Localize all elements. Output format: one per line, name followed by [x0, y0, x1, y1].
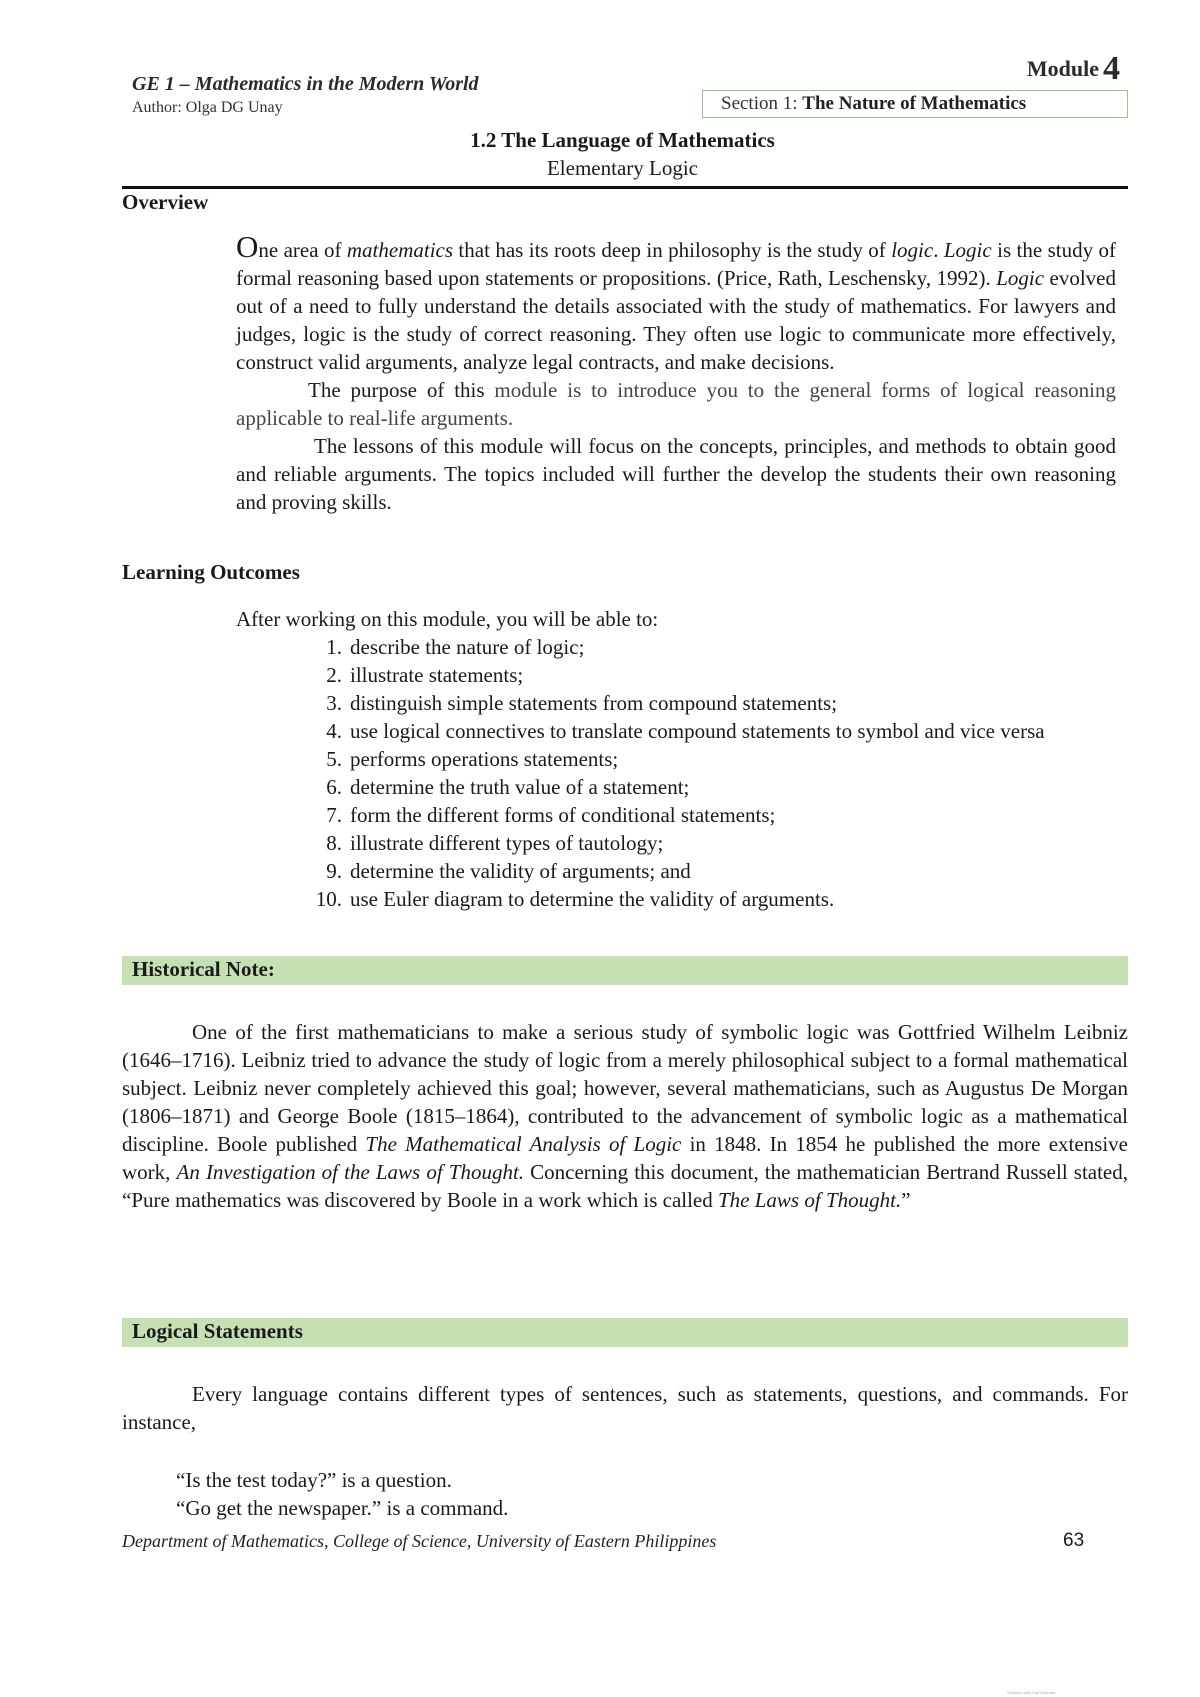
list-item — [236, 717, 1116, 745]
text-run: is the study of formal reasoning based upon statements or propositions. (Price, Rath, Leschensky, 1992). — [236, 238, 1116, 290]
learning-outcomes-body — [236, 605, 1116, 913]
section-title: The Nature of Mathematics — [802, 93, 1027, 114]
logical-statements-heading: Logical Statements — [122, 1318, 1128, 1347]
text-run: module is to introduce you to the general forms of logical reasoning applicable to real-life arguments. — [236, 378, 1116, 430]
page-subtitle: Elementary Logic — [546, 156, 699, 180]
module-label — [1027, 50, 1120, 88]
item-text: performs operations statements; — [350, 747, 619, 771]
overview-body — [236, 229, 1116, 516]
emphasis: Logic — [996, 266, 1045, 290]
title-rule — [122, 186, 1128, 189]
list-item — [236, 661, 1116, 689]
section-prefix: Section 1: — [721, 93, 798, 114]
logical-statements-body — [122, 1380, 1128, 1436]
list-item — [236, 745, 1116, 773]
item-number: 8. — [326, 831, 342, 855]
author-line: Author: Olga DG Unay — [132, 99, 283, 116]
historical-note-paragraph — [122, 1018, 1128, 1214]
text-run: Concerning this document, the mathematician Bertrand Russell stated, “Pure mathematics was discovered by Boole in a work which is called — [122, 1160, 1129, 1212]
learning-outcomes-heading: Learning Outcomes — [122, 560, 300, 584]
text-run: that has its roots deep in philosophy is the study of — [453, 238, 892, 262]
module-word: Module — [1026, 56, 1099, 81]
item-number: 2. — [326, 663, 342, 687]
list-item — [236, 885, 1116, 913]
historical-note-heading: Historical Note: — [122, 956, 1128, 985]
text-run: ne area of — [258, 238, 347, 262]
item-text: use Euler diagram to determine the validity of arguments. — [350, 887, 835, 911]
list-item — [236, 633, 1116, 661]
item-text: distinguish simple statements from compound statements; — [350, 691, 838, 715]
module-number: 4 — [1103, 50, 1120, 87]
example-quotes — [176, 1466, 508, 1522]
item-text: illustrate statements; — [350, 663, 524, 687]
item-text: form the different forms of conditional statements; — [350, 803, 776, 827]
item-number: 3. — [326, 691, 342, 715]
item-number: 5. — [326, 747, 342, 771]
item-number: 7. — [326, 803, 342, 827]
item-number: 9. — [326, 859, 342, 883]
list-item — [236, 689, 1116, 717]
item-number: 10. — [315, 887, 342, 911]
book-title: The Laws of Thought. — [718, 1188, 902, 1212]
logical-statements-paragraph: Every language contains different types of sentences, such as statements, questions, and commands. For instance, — [122, 1382, 1128, 1434]
outcomes-list — [236, 633, 1116, 913]
item-number: 6. — [326, 775, 342, 799]
text-run: The purpose of this — [308, 378, 495, 402]
overview-paragraph-3: The lessons of this module will focus on the concepts, principles, and methods to obtain good and reliable arguments. The topics included will further the develop the students their own reasoning and proving skills. — [236, 434, 1116, 514]
historical-note-body — [122, 1018, 1128, 1214]
text-run: One of the first mathematicians to make a serious study of symbolic logic was Gottfried Wilhelm Leibniz (1646–1716). Leibniz tried to advance the study of logic from a merely philosophical subject to a formal mathematical subject. Leibniz never completely achieved this goal; however, several mathematicians, such as Augustus De Morgan (1806–1871) and George Boole (1815–1864), contributed to the advancement of symbolic logic as a mathematical discipline. Boole published — [122, 1020, 1128, 1156]
example-question: “Is the test today?” is a question. — [176, 1468, 452, 1492]
item-text: use logical connectives to translate compound statements to symbol and vice versa — [350, 719, 1045, 743]
scanner-watermark: Scanned with CamScanner — [1007, 1690, 1056, 1695]
list-item — [236, 801, 1116, 829]
emphasis: mathematics — [346, 238, 454, 262]
item-number: 4. — [326, 719, 342, 743]
list-item — [236, 773, 1116, 801]
book-title: The Mathematical Analysis of Logic — [365, 1132, 682, 1156]
section-box — [702, 90, 1128, 118]
item-text: describe the nature of logic; — [350, 635, 585, 659]
text-run: evolved out of a need to fully understand the details associated with the study of mathematics. For lawyers and judges, logic is the study of correct reasoning. They often use logic to communicate more effectively, construct valid arguments, analyze legal contracts, and make decisions. — [236, 266, 1116, 374]
overview-heading: Overview — [122, 190, 209, 214]
text-run: in 1848. In 1854 he published the more extensive work, — [122, 1132, 1128, 1184]
example-command: “Go get the newspaper.” is a command. — [176, 1496, 509, 1520]
page-title: 1.2 The Language of Mathematics — [470, 128, 775, 152]
text-run: ” — [901, 1188, 911, 1212]
item-text: determine the truth value of a statement; — [350, 775, 690, 799]
item-number: 1. — [326, 635, 342, 659]
emphasis: logic — [891, 238, 934, 262]
book-title: An Investigation of the Laws of Thought. — [176, 1160, 525, 1184]
overview-paragraph-1 — [236, 229, 1116, 376]
emphasis: Logic — [943, 238, 992, 262]
outcomes-intro: After working on this module, you will be able to: — [236, 607, 659, 631]
list-item — [236, 829, 1116, 857]
page-number: 63 — [1063, 1530, 1085, 1551]
course-title: GE 1 – Mathematics in the Modern World — [132, 73, 479, 95]
footer-department: Department of Mathematics, College of Science, University of Eastern Philippines — [122, 1531, 717, 1551]
overview-paragraph-2 — [236, 376, 1116, 432]
text-run: . — [933, 238, 944, 262]
item-text: illustrate different types of tautology; — [350, 831, 664, 855]
item-text: determine the validity of arguments; and — [350, 859, 691, 883]
list-item — [236, 857, 1116, 885]
dropcap-letter: O — [236, 229, 259, 264]
